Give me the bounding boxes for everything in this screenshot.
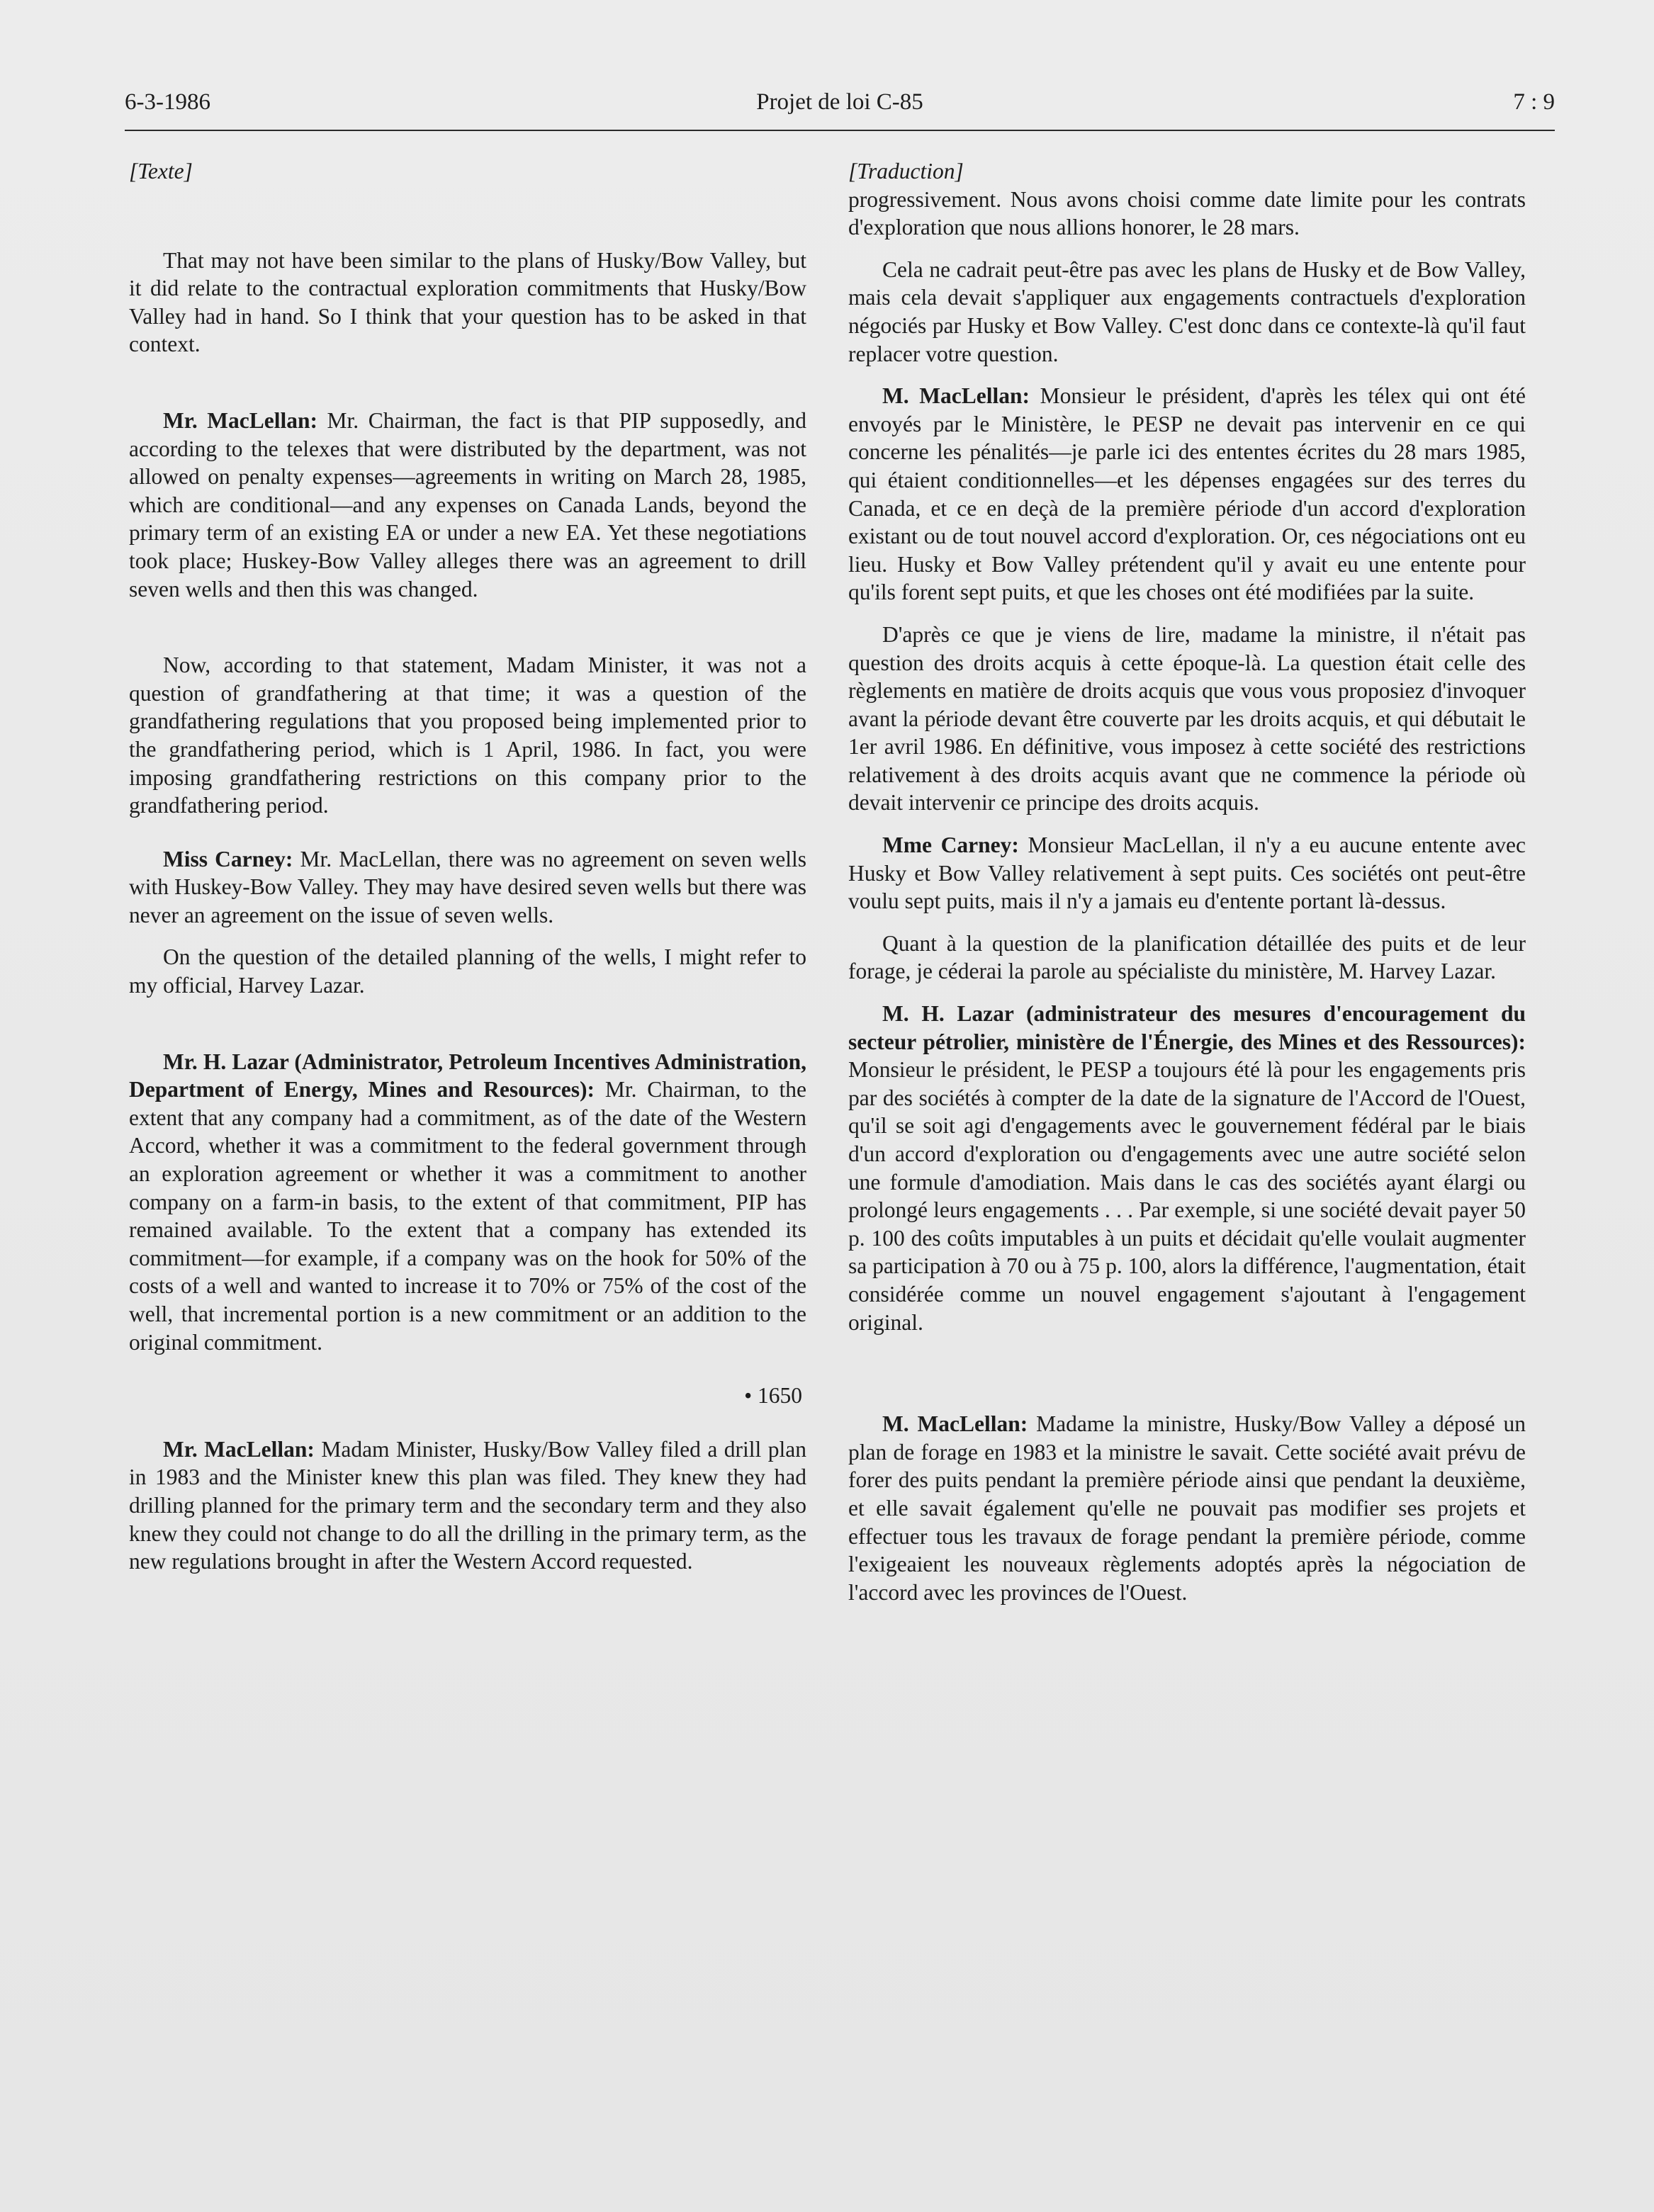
english-paragraph xyxy=(129,1048,806,1357)
english-paragraph xyxy=(129,1435,806,1576)
header-date: 6-3-1986 xyxy=(125,89,210,115)
french-column xyxy=(848,157,1526,1606)
english-column xyxy=(129,157,806,1576)
english-column-label: [Texte] xyxy=(129,159,193,184)
speech-text: Monsieur le président, le PESP a toujours été là pour les engagements pris par des sociétés à compter de la date de la signature de l'Accord de l'Ouest, qu'il se soit agi d'engagements avec le gouvernement fédéral par le biais d'un accord d'exploration ou d'engagements avec une autre société selon une formule d'amodiation. Mais dans le cas des sociétés ayant élargi ou prolongé leurs engagements . . . Par exemple, si une société devait payer 50 p. 100 des coûts imputables à un puits et décidait qu'elle voulait augmenter sa participation à 70 ou à 75 p. 100, alors la différence, l'augmentation, était considérée comme un nouvel engagement s'ajoutant à l'engagement original. xyxy=(848,1057,1526,1335)
speaker-name: M. H. Lazar (administrateur des mesures d'encouragement du secteur pétrolier, ministère de l'Énergie, des Mines et des Ressources): xyxy=(848,1001,1526,1054)
page-header xyxy=(125,85,1555,128)
english-paragraph xyxy=(129,845,806,930)
english-paragraph: Now, according to that statement, Madam Minister, it was not a question of grandfathering at that time; it was a question of the grandfathering regulations that you proposed being implemented prior to the grandfathering period, which is 1 April, 1986. In fact, you were imposing grandfathering restrictions on this company prior to the grandfathering period. xyxy=(129,653,806,818)
french-paragraph xyxy=(848,1410,1526,1606)
speaker-name: M. MacLellan: xyxy=(882,383,1030,409)
header-page-number: 7 : 9 xyxy=(1513,89,1555,115)
french-paragraph: Cela ne cadrait peut-être pas avec les plans de Husky et de Bow Valley, mais cela devait s'appliquer aux engagements contractuels d'exploration négociés par Husky et Bow Valley. C'est donc dans ce contexte-là qu'il faut replacer votre question. xyxy=(848,256,1526,366)
speaker-name: Mme Carney: xyxy=(882,833,1019,858)
speech-text: Monsieur le président, d'après les télex qui ont été envoyés par le Ministère, le PESP ne devait pas intervenir en ce qui concerne les pénalités—je parle ici des ententes écrites du 28 mars 1985, qui étaient conditionnelles—et les dépenses engagées sur des terres du Canada, et ce en deçà de la première période d'un accord d'exploration existant ou de tout nouvel accord d'exploration. Or, ces négociations ont eu lieu. Husky et Bow Valley prétendent qu'il y avait eu une entente pour qu'ils forent sept puits, et que les choses ont été modifiées par la suite. xyxy=(848,383,1526,605)
time-marker: • 1650 xyxy=(744,1383,802,1409)
header-title: Projet de loi C-85 xyxy=(756,89,923,115)
speech-text: Monsieur MacLellan, il n'y a eu aucune entente avec Husky et Bow Valley relativement à sept puits. Ces sociétés ont peut-être voulu sept puits, mais il n'y a jamais eu d'entente portant là-dessus. xyxy=(848,833,1526,914)
french-paragraph: Quant à la question de la planification détaillée des puits et de leur forage, je céderai la parole au spécialiste du ministère, M. Harvey Lazar. xyxy=(848,930,1526,984)
speech-text: Madame la ministre, Husky/Bow Valley a déposé un plan de forage en 1983 et la ministre le savait. Cette société avait prévu de forer des puits pendant la première période ainsi que pendant la deuxième, et elle savait également qu'elle ne pouvait pas modifier ses projets et effectuer tous les travaux de forage pendant la première période, comme l'exigeaient les nouveaux règlements adoptés après la négociation de l'accord avec les provinces de l'Ouest. xyxy=(848,1411,1526,1605)
speech-text: Mr. Chairman, to the extent that any company had a commitment, as of the date of the Western Accord, whether it was a commitment to the federal government through an exploration agreement or whether it was a commitment to another company on a farm-in basis, to the extent of that commitment, PIP has remained available. To the extent that a company has extended its commitment—for example, if a company was on the hook for 50% of the costs of a well and wanted to increase it to 70% or 75% of the cost of the well, that incremental portion is a new commitment or an addition to the original commitment. xyxy=(129,1077,806,1355)
french-paragraph: D'après ce que je viens de lire, madame la ministre, il n'était pas question des droits acquis à cette époque-là. La question était celle des règlements en matière de droits acquis que vous vous proposiez d'invoquer avant la période devant être couverte par les droits acquis, et qui débutait le 1er avril 1986. En définitive, vous imposez à cette société des restrictions relativement à des droits acquis avant que ne commence la période où devait intervenir ce principe des droits acquis. xyxy=(848,621,1526,816)
speech-text: Madam Minister, Husky/Bow Valley filed a drill plan in 1983 and the Minister knew this plan was filed. They knew they had drilling planned for the primary term and the secondary term and they also knew they could not change to do all the drilling in the primary term, as the new regulations brought in after the Western Accord requested. xyxy=(129,1436,806,1574)
english-paragraph: On the question of the detailed planning of the wells, I might refer to my official, Harvey Lazar. xyxy=(129,944,806,998)
speaker-name: Miss Carney: xyxy=(163,846,293,871)
french-paragraph xyxy=(848,831,1526,915)
speaker-name: Mr. H. Lazar (Administrator, Petroleum Incentives Administration, Department of Energy, Mines and Resources): xyxy=(129,1049,806,1102)
speaker-name: M. MacLellan: xyxy=(882,1411,1028,1437)
speaker-name: Mr. MacLellan: xyxy=(163,1436,315,1462)
speech-text: Mr. Chairman, the fact is that PIP supposedly, and according to the telexes that were distributed by the department, was not allowed on penalty expenses—agreements in writing on March 28, 1985, which are conditional—and any expenses on Canada Lands, beyond the primary term of an existing EA or under a new EA. Yet these negotiations took place; Huskey-Bow Valley alleges there was an agreement to drill seven wells and then this was changed. xyxy=(129,407,806,602)
english-paragraph: That may not have been similar to the plans of Husky/Bow Valley, but it did relate to the contractual exploration commitments that Husky/Bow Valley had in hand. So I think that your question has to be asked in that context. xyxy=(129,247,806,357)
speaker-name: Mr. MacLellan: xyxy=(163,407,317,433)
header-rule xyxy=(125,130,1555,131)
english-paragraph xyxy=(129,407,806,603)
french-column-label: [Traduction] xyxy=(848,159,964,184)
speech-text: Mr. MacLellan, there was no agreement on seven wells with Huskey-Bow Valley. They may have desired seven wells but there was never an agreement on the issue of seven wells. xyxy=(129,846,806,927)
french-paragraph xyxy=(848,382,1526,606)
french-paragraph: progressivement. Nous avons choisi comme date limite pour les contrats d'exploration que nous allions honorer, le 28 mars. xyxy=(848,186,1526,240)
french-paragraph xyxy=(848,1000,1526,1336)
